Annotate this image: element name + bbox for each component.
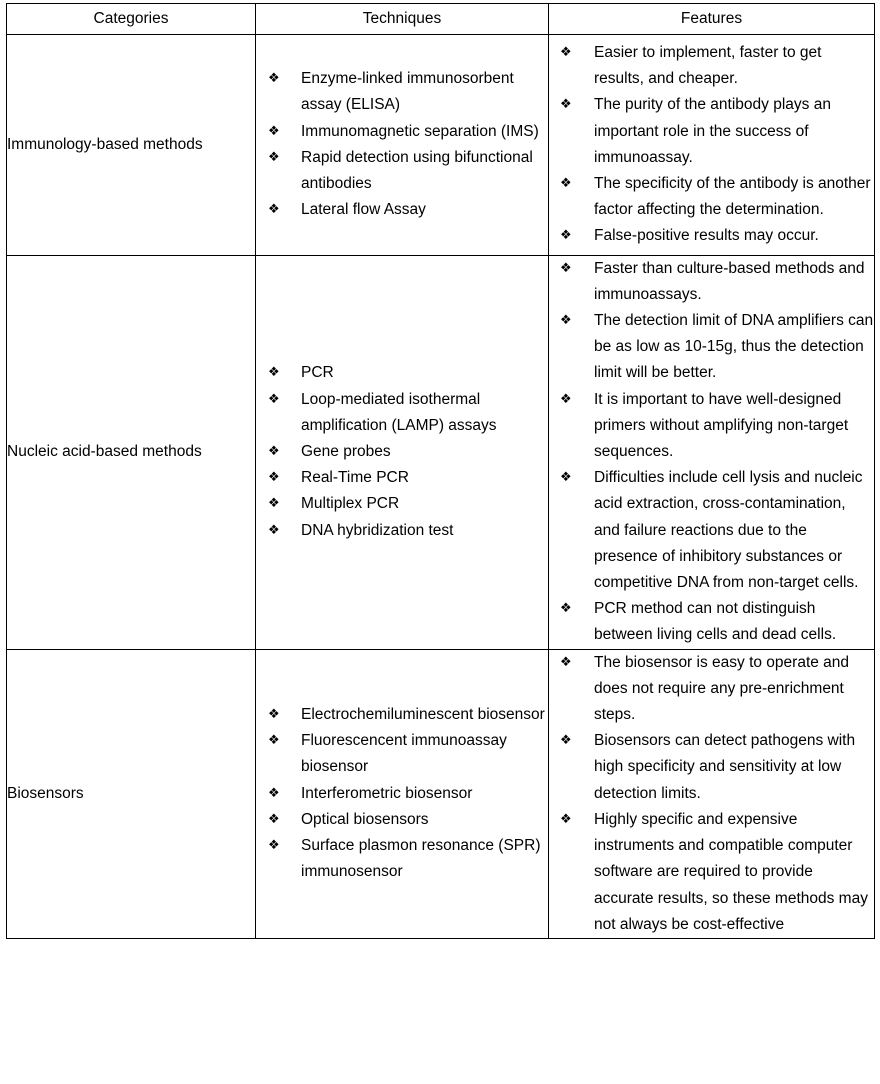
list-item-text: Easier to implement, faster to get results, and cheaper. xyxy=(594,44,822,88)
features-cell-immunology xyxy=(549,35,875,256)
features-cell-biosensors xyxy=(549,649,875,938)
list-item-text: Immunomagnetic separation (IMS) xyxy=(301,122,539,140)
list-item-text: Lateral flow Assay xyxy=(301,201,426,219)
list-item-text: The specificity of the antibody is another factor affecting the determination. xyxy=(594,175,871,219)
header-row xyxy=(7,4,875,35)
list-item xyxy=(256,518,548,544)
features-list xyxy=(549,40,874,250)
table-header xyxy=(7,4,875,35)
list-item xyxy=(256,197,548,223)
list-item-text: PCR method can not distinguish between living cells and dead cells. xyxy=(594,600,837,644)
techniques-list xyxy=(256,702,548,885)
list-item-text: It is important to have well-designed primers without amplifying non-target sequences. xyxy=(594,390,849,461)
list-item-text: False-positive results may occur. xyxy=(594,227,819,245)
list-item xyxy=(256,119,548,145)
diamond-bullet-icon: ❖ xyxy=(268,123,280,139)
techniques-cell-nucleic-acid xyxy=(256,255,549,649)
list-item-text: DNA hybridization test xyxy=(301,521,454,539)
column-header-techniques: Techniques xyxy=(256,4,549,35)
diamond-bullet-icon: ❖ xyxy=(560,391,572,407)
category-label: Immunology-based methods xyxy=(7,135,203,153)
list-item-text: The purity of the antibody plays an important role in the success of immunoassay. xyxy=(594,96,831,166)
diamond-bullet-icon: ❖ xyxy=(560,654,572,670)
list-item xyxy=(549,92,874,171)
diamond-bullet-icon: ❖ xyxy=(268,838,280,854)
list-item-text: Loop-mediated isothermal amplification (LAMP) assays xyxy=(301,390,497,434)
diamond-bullet-icon: ❖ xyxy=(560,176,572,192)
detection-methods-table xyxy=(6,3,875,939)
techniques-cell-immunology xyxy=(256,35,549,256)
list-item-text: PCR xyxy=(301,364,334,382)
diamond-bullet-icon: ❖ xyxy=(268,391,280,407)
list-item xyxy=(549,596,874,648)
diamond-bullet-icon: ❖ xyxy=(560,313,572,329)
table-body xyxy=(7,35,875,939)
list-item-text: Optical biosensors xyxy=(301,810,429,828)
diamond-bullet-icon: ❖ xyxy=(560,45,572,60)
features-list xyxy=(549,256,874,649)
list-item xyxy=(549,728,874,807)
diamond-bullet-icon: ❖ xyxy=(268,733,280,749)
techniques-list xyxy=(256,66,548,223)
list-item xyxy=(549,807,874,938)
list-item-text: Highly specific and expensive instruments and compatible computer software are required to provide accurate results, so these methods may not always be cost-effective xyxy=(594,810,868,933)
list-item-text: Multiplex PCR xyxy=(301,495,400,513)
diamond-bullet-icon: ❖ xyxy=(560,470,572,486)
diamond-bullet-icon: ❖ xyxy=(560,260,572,276)
list-item xyxy=(256,728,548,780)
list-item xyxy=(256,360,548,386)
diamond-bullet-icon: ❖ xyxy=(268,202,280,218)
list-item-text: Fluorescencent immunoassay biosensor xyxy=(301,732,507,776)
list-item xyxy=(256,781,548,807)
category-cell-nucleic-acid xyxy=(7,255,256,649)
list-item-text: The detection limit of DNA amplifiers can be as low as 10-15g, thus the detection limit will be better. xyxy=(594,312,874,382)
diamond-bullet-icon: ❖ xyxy=(268,444,280,460)
category-label: Biosensors xyxy=(7,784,84,802)
list-item xyxy=(549,223,874,249)
techniques-list xyxy=(256,360,548,543)
diamond-bullet-icon: ❖ xyxy=(268,811,280,827)
list-item-text: Surface plasmon resonance (SPR) immunosensor xyxy=(301,837,541,881)
list-item-text: Gene probes xyxy=(301,443,391,461)
list-item-text: Interferometric biosensor xyxy=(301,784,473,802)
list-item xyxy=(256,439,548,465)
features-list xyxy=(549,650,874,938)
table-row xyxy=(7,255,875,649)
diamond-bullet-icon: ❖ xyxy=(268,149,280,165)
diamond-bullet-icon: ❖ xyxy=(268,470,280,486)
diamond-bullet-icon: ❖ xyxy=(268,707,280,723)
diamond-bullet-icon: ❖ xyxy=(268,365,280,381)
list-item xyxy=(256,491,548,517)
category-cell-immunology xyxy=(7,35,256,256)
column-header-categories: Categories xyxy=(7,4,256,35)
list-item xyxy=(549,171,874,223)
list-item xyxy=(256,465,548,491)
diamond-bullet-icon: ❖ xyxy=(268,496,280,512)
list-item-text: Real-Time PCR xyxy=(301,469,409,487)
list-item xyxy=(256,145,548,197)
column-header-features: Features xyxy=(549,4,875,35)
diamond-bullet-icon: ❖ xyxy=(560,733,572,749)
category-cell-biosensors xyxy=(7,649,256,938)
list-item xyxy=(256,387,548,439)
techniques-cell-biosensors xyxy=(256,649,549,938)
table-row xyxy=(7,35,875,256)
features-cell-nucleic-acid xyxy=(549,255,875,649)
list-item xyxy=(549,650,874,729)
list-item xyxy=(549,387,874,466)
list-item-text: Faster than culture-based methods and immunoassays. xyxy=(594,259,865,303)
list-item xyxy=(256,833,548,885)
list-item-text: Enzyme-linked immunosorbent assay (ELISA) xyxy=(301,70,514,114)
diamond-bullet-icon: ❖ xyxy=(268,785,280,801)
list-item-text: Biosensors can detect pathogens with high specificity and sensitivity at low detection limits. xyxy=(594,732,856,802)
table-row xyxy=(7,649,875,938)
list-item xyxy=(256,66,548,118)
diamond-bullet-icon: ❖ xyxy=(560,811,572,827)
list-item xyxy=(256,702,548,728)
diamond-bullet-icon: ❖ xyxy=(560,97,572,113)
list-item xyxy=(549,308,874,387)
list-item-text: Rapid detection using bifunctional antibodies xyxy=(301,148,533,193)
diamond-bullet-icon: ❖ xyxy=(268,522,280,538)
list-item-text: The biosensor is easy to operate and does not require any pre-enrichment steps. xyxy=(594,653,850,724)
list-item xyxy=(549,465,874,596)
list-item-text: Difficulties include cell lysis and nucleic acid extraction, cross-contamination, and failure reactions due to the presence of inhibitory substances or competitive DNA from non-target cells. xyxy=(594,469,863,592)
diamond-bullet-icon: ❖ xyxy=(268,71,280,87)
diamond-bullet-icon: ❖ xyxy=(560,601,572,617)
list-item xyxy=(549,256,874,308)
list-item xyxy=(256,807,548,833)
diamond-bullet-icon: ❖ xyxy=(560,228,572,244)
list-item xyxy=(549,40,874,92)
category-label: Nucleic acid-based methods xyxy=(7,443,202,461)
list-item-text: Electrochemiluminescent biosensor xyxy=(301,706,545,724)
